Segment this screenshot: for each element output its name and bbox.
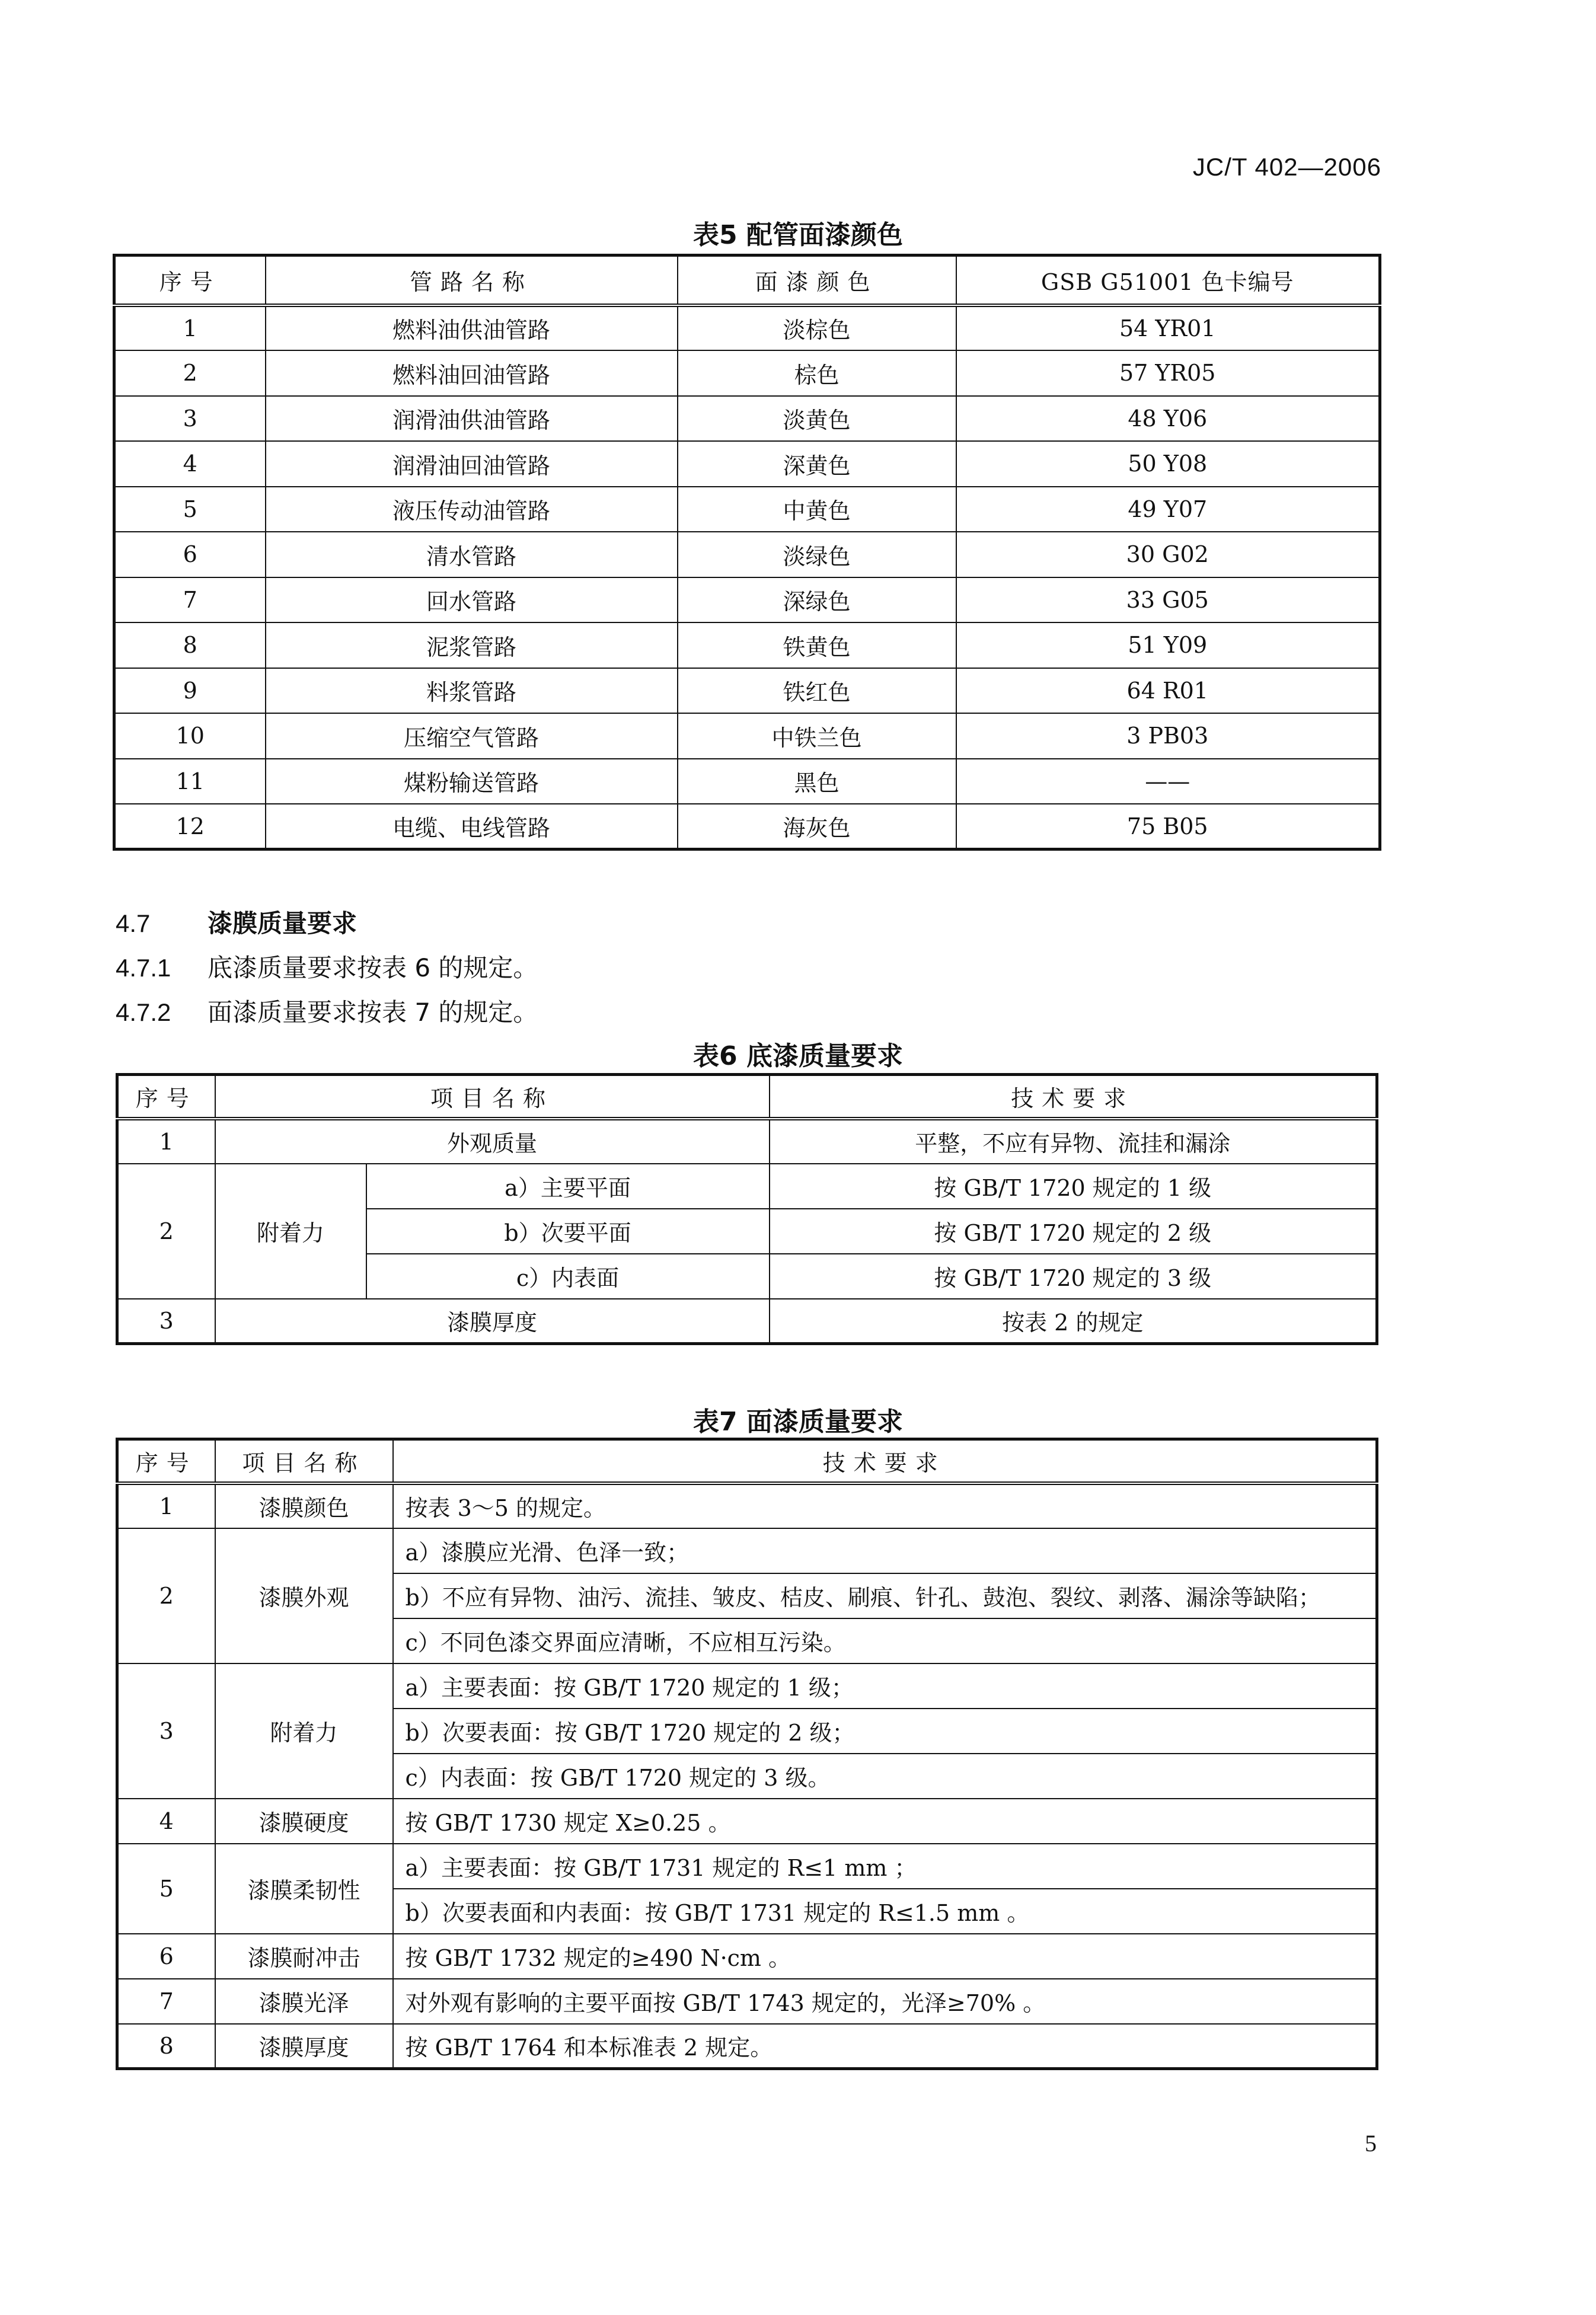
table7-cell-name: 漆膜外观 (215, 1528, 393, 1663)
table7-cell-req: a）主要表面：按 GB/T 1731 规定的 R≤1 mm ； (393, 1844, 1377, 1889)
table7-cell-no: 5 (117, 1844, 215, 1934)
table-row (114, 577, 1380, 623)
table-row (114, 305, 1380, 351)
table-row (117, 1844, 1377, 1889)
table5-cell-no: 4 (114, 441, 266, 487)
table7-cell-req: 按表 3～5 的规定。 (393, 1483, 1377, 1528)
table5-header-color: 面漆颜色 (678, 256, 956, 305)
table5-cell-name: 液压传动油管路 (266, 487, 678, 532)
table5-cell-no: 12 (114, 804, 266, 850)
table6-caption: 表6 底漆质量要求 (693, 1041, 903, 1071)
table5-cell-no: 9 (114, 668, 266, 714)
table6-cell-no: 1 (117, 1119, 215, 1164)
table5-cell-no: 6 (114, 532, 266, 577)
table5-cell-color: 中铁兰色 (678, 713, 956, 759)
table7-cell-req: c）不同色漆交界面应清晰，不应相互污染。 (393, 1618, 1377, 1663)
table6-cell-req: 按 GB/T 1720 规定的 2 级 (770, 1209, 1377, 1254)
table7-cell-name: 漆膜柔韧性 (215, 1844, 393, 1934)
table7-cell-req: b）不应有异物、油污、流挂、皱皮、桔皮、刷痕、针孔、鼓泡、裂纹、剥落、漏涂等缺陷； (393, 1573, 1377, 1618)
table7-cell-req: 对外观有影响的主要平面按 GB/T 1743 规定的，光泽≥70% 。 (393, 1979, 1377, 2024)
page-number: 5 (1365, 2130, 1377, 2157)
table5-header-name: 管路名称 (266, 256, 678, 305)
table5-cell-code: 75 B05 (956, 804, 1380, 850)
table5-cell-no: 8 (114, 622, 266, 668)
table5-cell-name: 煤粉输送管路 (266, 759, 678, 804)
table5-cell-name: 清水管路 (266, 532, 678, 577)
table5-cell-no: 11 (114, 759, 266, 804)
table6-cell-req: 按 GB/T 1720 规定的 1 级 (770, 1164, 1377, 1209)
table6 (116, 1073, 1378, 1345)
table5-cell-no: 10 (114, 713, 266, 759)
table7-cell-no: 6 (117, 1934, 215, 1979)
table-row (117, 1663, 1377, 1709)
table6-header-name: 项目名称 (215, 1075, 770, 1119)
table5-cell-color: 深黄色 (678, 441, 956, 487)
table7-body (117, 1483, 1377, 2069)
table7-cell-req: b）次要表面和内表面：按 GB/T 1731 规定的 R≤1.5 mm 。 (393, 1889, 1377, 1934)
table-row (114, 396, 1380, 442)
table-row (114, 759, 1380, 804)
table-row (117, 1528, 1377, 1573)
table7-header-name: 项目名称 (215, 1439, 393, 1483)
table5-body (114, 305, 1380, 850)
table6-cell-sub: b）次要平面 (366, 1209, 770, 1254)
table5-cell-color: 中黄色 (678, 487, 956, 532)
table6-cell-name: 漆膜厚度 (215, 1299, 770, 1344)
table5-cell-color: 海灰色 (678, 804, 956, 850)
table7-cell-name: 漆膜耐冲击 (215, 1934, 393, 1979)
table6-cell-no: 2 (117, 1164, 215, 1299)
table5-cell-no: 7 (114, 577, 266, 623)
table-row (114, 804, 1380, 850)
table5-cell-color: 铁黄色 (678, 622, 956, 668)
table7-cell-no: 1 (117, 1483, 215, 1528)
table5-cell-color: 黑色 (678, 759, 956, 804)
table7-cell-req: 按 GB/T 1730 规定 X≥0.25 。 (393, 1799, 1377, 1844)
table5-cell-no: 5 (114, 487, 266, 532)
table6-header-req: 技术要求 (770, 1075, 1377, 1119)
table6-cell-req: 平整，不应有异物、流挂和漏涂 (770, 1119, 1377, 1164)
table-row (114, 441, 1380, 487)
table5-cell-code: 57 YR05 (956, 350, 1380, 396)
table5-cell-name: 润滑油回油管路 (266, 441, 678, 487)
table-row (117, 1483, 1377, 1528)
table5-header-no: 序号 (114, 256, 266, 305)
table5-cell-no: 1 (114, 305, 266, 351)
table6-header-no: 序号 (117, 1075, 215, 1119)
table7-cell-name: 附着力 (215, 1663, 393, 1799)
table7-cell-no: 4 (117, 1799, 215, 1844)
table6-cell-sub: a）主要平面 (366, 1164, 770, 1209)
table7-cell-req: a）漆膜应光滑、色泽一致； (393, 1528, 1377, 1573)
table6-cell-no: 3 (117, 1299, 215, 1344)
table5-cell-name: 燃料油供油管路 (266, 305, 678, 351)
table5-caption: 表5 配管面漆颜色 (693, 220, 903, 250)
section-heading: 4.7 漆膜质量要求 (116, 909, 357, 938)
table5-cell-color: 淡黄色 (678, 396, 956, 442)
table7-cell-name: 漆膜颜色 (215, 1483, 393, 1528)
table5-cell-code: 49 Y07 (956, 487, 1380, 532)
table6-cell-req: 按表 2 的规定 (770, 1299, 1377, 1344)
table-row (117, 1164, 1377, 1209)
table5-cell-code: 30 G02 (956, 532, 1380, 577)
table-row (114, 532, 1380, 577)
table-row (117, 1934, 1377, 1979)
table7-cell-name: 漆膜厚度 (215, 2024, 393, 2069)
table5-cell-name: 润滑油供油管路 (266, 396, 678, 442)
table-row (114, 668, 1380, 714)
table5-cell-no: 2 (114, 350, 266, 396)
table5-cell-code: 64 R01 (956, 668, 1380, 714)
table5-cell-color: 棕色 (678, 350, 956, 396)
table-row (114, 713, 1380, 759)
table5-cell-name: 回水管路 (266, 577, 678, 623)
table7-cell-name: 漆膜硬度 (215, 1799, 393, 1844)
table7-cell-no: 7 (117, 1979, 215, 2024)
table6-cell-req: 按 GB/T 1720 规定的 3 级 (770, 1254, 1377, 1299)
table6-cell-name: 外观质量 (215, 1119, 770, 1164)
table7-header-req: 技术要求 (393, 1439, 1377, 1483)
standard-number: JC/T 402—2006 (1192, 153, 1381, 181)
paragraph-4-7-2: 4.7.2 面漆质量要求按表 7 的规定。 (116, 998, 538, 1027)
table5-cell-code: 33 G05 (956, 577, 1380, 623)
paragraph-4-7-1: 4.7.1 底漆质量要求按表 6 的规定。 (116, 953, 538, 982)
table5-cell-name: 泥浆管路 (266, 622, 678, 668)
table5-cell-code: —— (956, 759, 1380, 804)
table5-cell-color: 淡棕色 (678, 305, 956, 351)
table5-cell-code: 48 Y06 (956, 396, 1380, 442)
table6-cell-name: 附着力 (215, 1164, 366, 1299)
table5-cell-code: 51 Y09 (956, 622, 1380, 668)
table7-cell-name: 漆膜光泽 (215, 1979, 393, 2024)
table7-header-no: 序号 (117, 1439, 215, 1483)
table7-cell-req: c）内表面：按 GB/T 1720 规定的 3 级。 (393, 1754, 1377, 1799)
table5-cell-color: 铁红色 (678, 668, 956, 714)
table5-header-code: GSB G51001 色卡编号 (956, 256, 1380, 305)
table5-cell-code: 54 YR01 (956, 305, 1380, 351)
table6-cell-sub: c）内表面 (366, 1254, 770, 1299)
table-row (117, 1299, 1377, 1344)
table7-cell-no: 3 (117, 1663, 215, 1799)
table-row (114, 487, 1380, 532)
table7-caption: 表7 面漆质量要求 (693, 1407, 903, 1437)
table-row (117, 1979, 1377, 2024)
table5-cell-no: 3 (114, 396, 266, 442)
table7-cell-req: 按 GB/T 1732 规定的≥490 N·cm 。 (393, 1934, 1377, 1979)
table-row (117, 2024, 1377, 2069)
table5-cell-color: 淡绿色 (678, 532, 956, 577)
table5-cell-name: 压缩空气管路 (266, 713, 678, 759)
table-row (117, 1119, 1377, 1164)
table7-cell-req: 按 GB/T 1764 和本标准表 2 规定。 (393, 2024, 1377, 2069)
table-row (117, 1799, 1377, 1844)
table5-cell-color: 深绿色 (678, 577, 956, 623)
table7-cell-req: b）次要表面：按 GB/T 1720 规定的 2 级； (393, 1709, 1377, 1754)
table7-cell-req: a）主要表面：按 GB/T 1720 规定的 1 级； (393, 1663, 1377, 1709)
table7-cell-no: 2 (117, 1528, 215, 1663)
table7 (116, 1438, 1378, 2070)
table5-cell-name: 料浆管路 (266, 668, 678, 714)
table5-cell-name: 燃料油回油管路 (266, 350, 678, 396)
table5-cell-name: 电缆、电线管路 (266, 804, 678, 850)
table5-cell-code: 3 PB03 (956, 713, 1380, 759)
table7-cell-no: 8 (117, 2024, 215, 2069)
table-row (114, 622, 1380, 668)
table5-cell-code: 50 Y08 (956, 441, 1380, 487)
table5 (113, 254, 1381, 851)
table-row (114, 350, 1380, 396)
